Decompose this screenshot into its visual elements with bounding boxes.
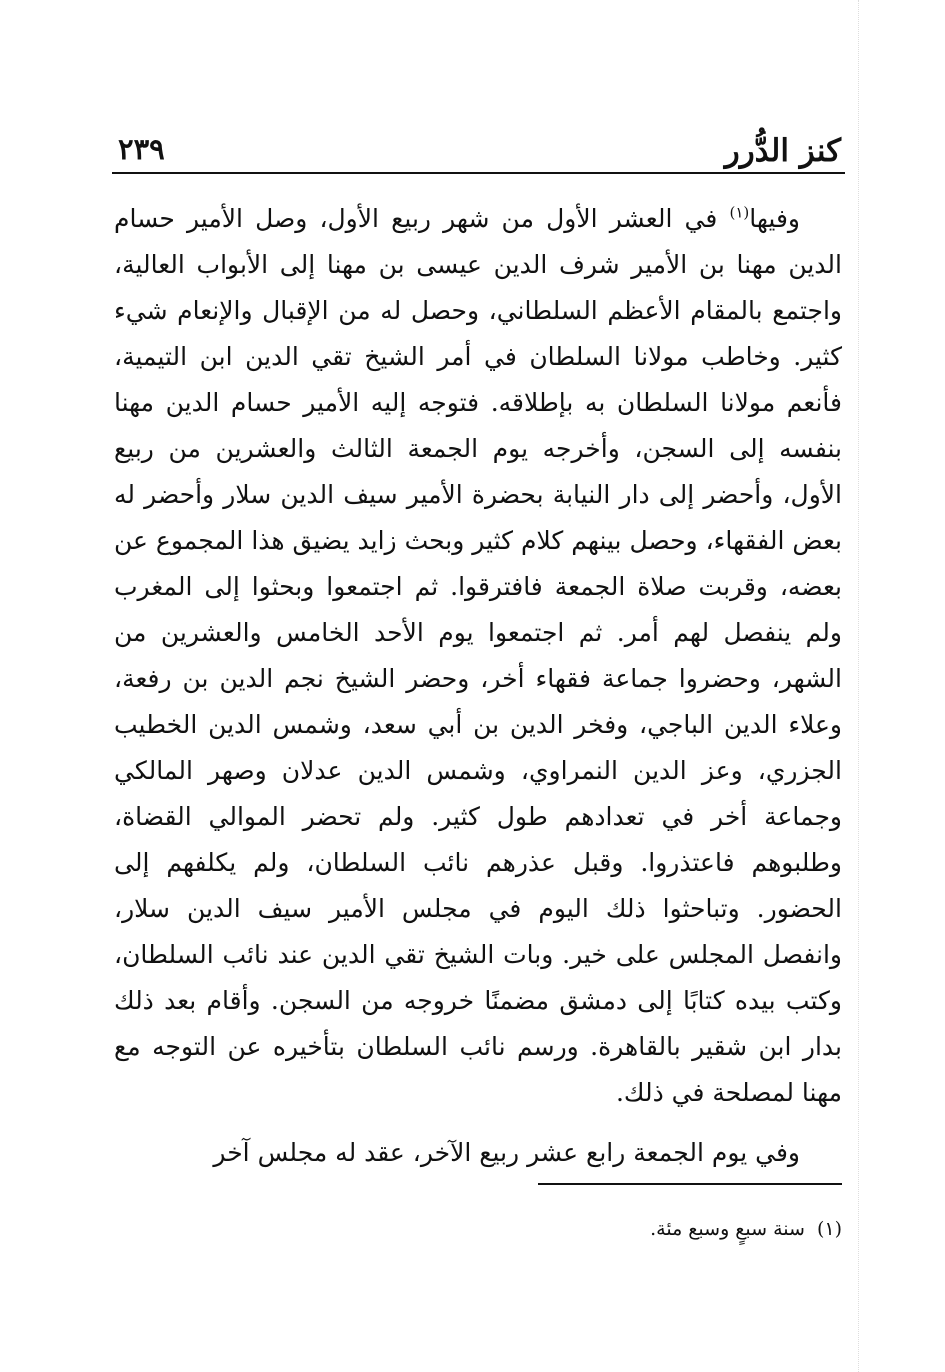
paragraph-1-text: في العشر الأول من شهر ربيع الأول، وصل الأمير حسام الدين مهنا بن الأمير شرف الدين عيسى بن مهنا إلى الأبواب العالية، واجتمع بالمقام الأعظم السلطاني، وحصل له من الإقبال والإنعام شيء كثير. وخاطب مولانا السلطان في أمر الشيخ تقي الدين ابن التيمية، فأنعم مولانا السلطان به بإطلاقه. فتوجه إليه الأمير حسام الدين مهنا بنفسه إلى السجن، وأخرجه يوم الجمعة الثالث والعشرين من ربيع الأول، وأحضر إلى دار النيابة بحضرة الأمير سيف الدين سلار وأحضر له بعض الفقهاء، وحصل بينهم كلام كثير وبحث زايد يضيق هذا المجموع عن بعضه، وقربت صلاة الجمعة فافترقوا. ثم اجتمعوا وبحثوا إلى المغرب ولم ينفصل لهم أمر. ثم اجتمعوا يوم الأحد الخامس والعشرين من الشهر، وحضروا جماعة فقهاء أخر، وحضر الشيخ نجم الدين بن رفعة، وعلاء الدين الباجي، وفخر الدين بن أبي سعد، وشمس الدين الخطيب الجزري، وعز الدين النمراوي، وشمس الدين عدلان وصهر المالكي وجماعة أخر في تعدادهم طول كثير. ولم تحضر الموالي القضاة، وطلبوهم فاعتذروا. وقبل عذرهم نائب السلطان، ولم يكلفهم إلى الحضور. وتباحثوا ذلك اليوم في مجلس الأمير سيف الدين سلار، وانفصل المجلس على خير. وبات الشيخ تقي الدين عند نائب السلطان، وكتب بيده كتابًا إلى دمشق مضمنًا خروجه من السجن. وأقام بعد ذلك بدار ابن شقير بالقاهرة. ورسم نائب السلطان بتأخيره عن التوجه مع مهنا لمصلحة في ذلك.: [114, 204, 842, 1107]
footnote-separator: [538, 1183, 842, 1185]
paragraph-1: [114, 196, 842, 1116]
main-text: [114, 196, 842, 1176]
running-title: كنز الدُّرر: [724, 133, 841, 169]
header-rule: [112, 172, 845, 174]
footnote: [650, 1214, 842, 1244]
page-number: ٢٣٩: [118, 132, 165, 166]
footnote-reference[interactable]: (١): [729, 203, 750, 222]
page-edge-mark: [858, 0, 860, 1372]
footnote-number: (١): [816, 1218, 842, 1240]
running-header: [112, 128, 845, 172]
paragraph-2: وفي يوم الجمعة رابع عشر ربيع الآخر، عقد له مجلس آخر: [213, 1138, 800, 1167]
paragraph-1-opening: وفيها: [749, 204, 800, 233]
footnote-text: سنة سبعٍ وسبع مئة.: [650, 1218, 805, 1240]
